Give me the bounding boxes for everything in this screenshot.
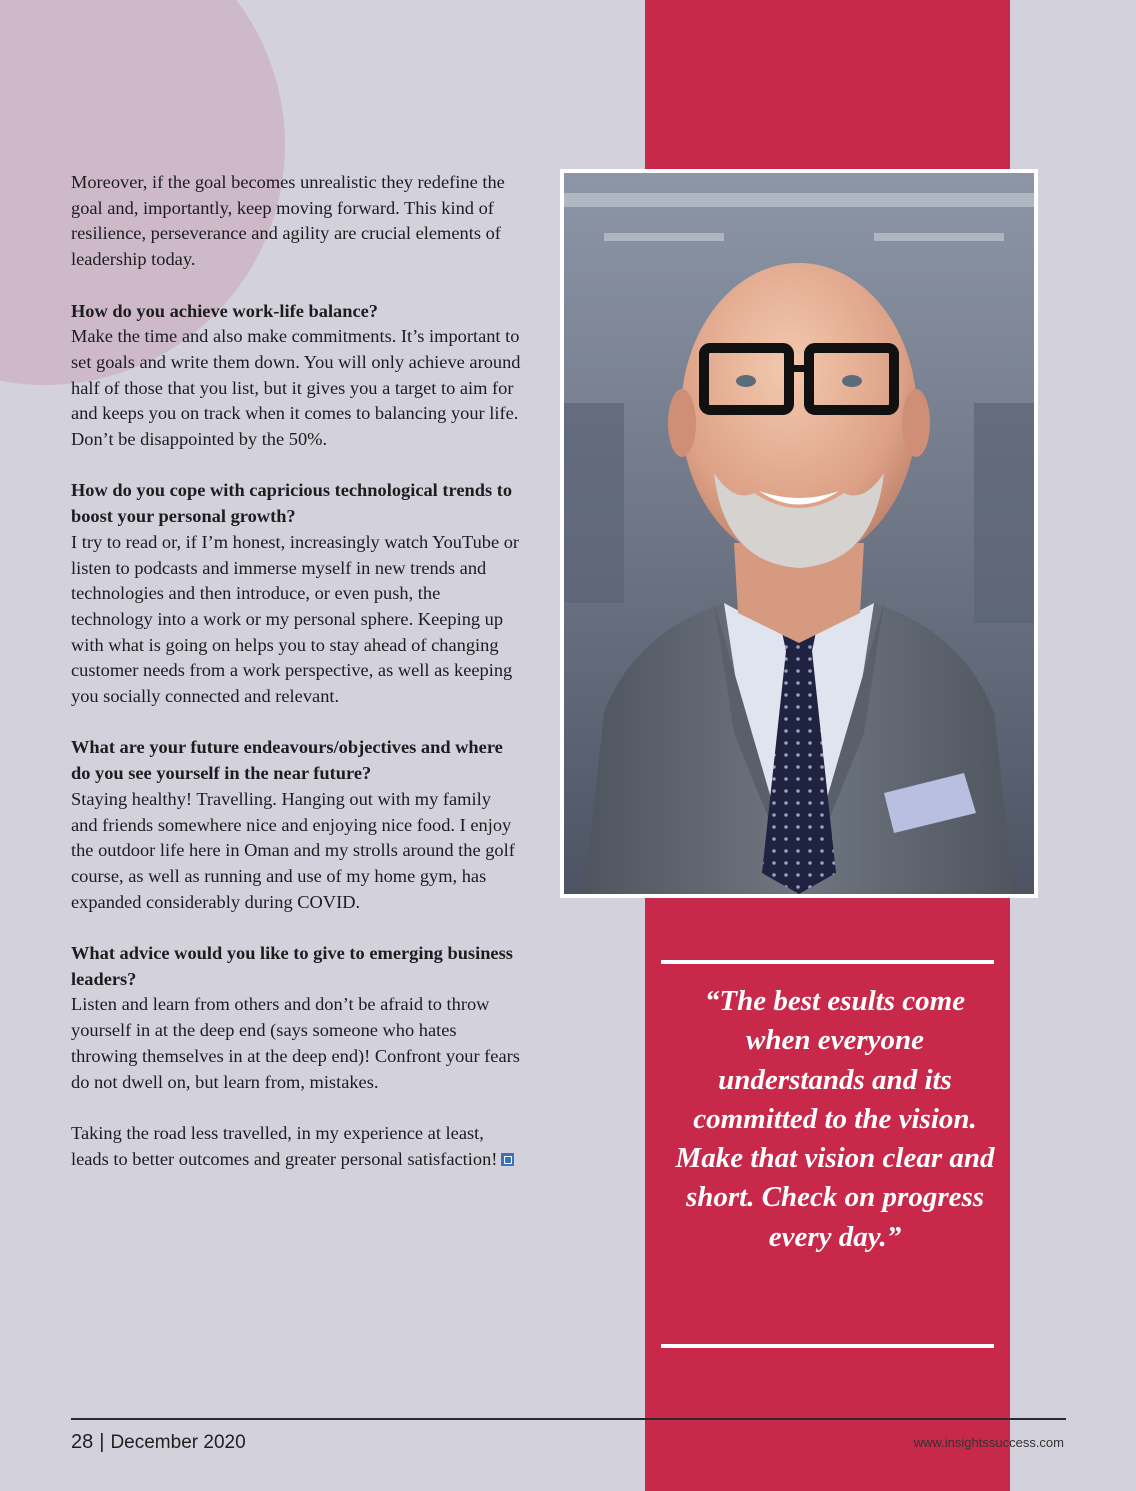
closing-paragraph [71,1121,521,1172]
page-footer [71,1431,246,1454]
end-of-article-icon [501,1153,514,1166]
footer-divider [71,1418,1066,1420]
quote-rule-top [661,960,994,964]
question-heading: What advice would you like to give to emerging business leaders? [71,943,513,989]
intro-paragraph: Moreover, if the goal becomes unrealistic they redefine the goal and, importantly, keep moving forward. This kind of resilience, perseverance and agility are crucial elements of leadership today. [71,172,505,270]
question-heading: What are your future endeavours/objectives and where do you see yourself in the near future? [71,737,503,784]
page-number: 28 [71,1431,94,1453]
qa-block [71,735,521,915]
closing-text: Taking the road less travelled, in my experience at least, leads to better outcomes and greater personal satisfaction! [71,1122,498,1169]
qa-block [71,478,521,709]
pull-quote: “The best esults come when everyone understands and its committed to the vision. Make that vision clear and short. Check on progress every day.” [675,985,995,1253]
website-link[interactable]: www.insightssuccess.com [913,1435,1064,1450]
answer-text: Listen and learn from others and don’t be afraid to throw yourself in at the deep end (says someone who hates throwing themselves in at the deep end)! Confront your fears do not dwell on, but learn from, mistakes. [71,994,520,1092]
portrait-illustration [564,173,1034,894]
answer-text: Staying healthy! Travelling. Hanging out with my family and friends somewhere nice and enjoying nice food. I enjoy the outdoor life here in Oman and my strolls around the golf course, as well as running and use of my home gym, has expanded considerably during COVID. [71,788,515,912]
footer-separator: | [99,1431,105,1453]
answer-text: I try to read or, if I’m honest, increasingly watch YouTube or listen to podcasts and immerse myself in new trends and technologies and then introduce, or even push, the technology into a work or my personal sphere. Keeping up with what is going on helps you to stay ahead of changing customer needs from a work perspective, as well as keeping you socially connected and relevant. [71,531,520,707]
question-heading: How do you cope with capricious technological trends to boost your personal growth? [71,480,513,527]
issue-date: December 2020 [110,1432,246,1453]
question-heading: How do you achieve work-life balance? [71,300,379,321]
quote-rule-bottom [661,1344,994,1348]
qa-block [71,941,521,1095]
portrait-photo [560,169,1038,898]
answer-text: Make the time and also make commitments. It’s important to set goals and write them down. You will only achieve around half of those that you list, but it gives you a target to aim for and keeps you on track when it comes to balancing your life. Don’t be disappointed by the 50%. [71,326,521,450]
article-body [71,170,521,1198]
qa-block [71,299,521,453]
